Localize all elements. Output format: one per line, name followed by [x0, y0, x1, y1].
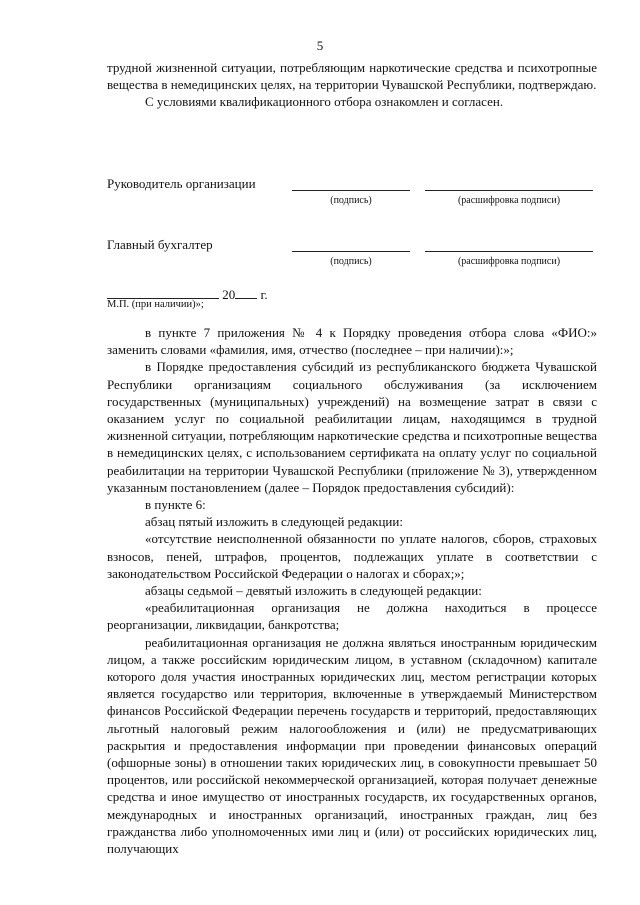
- body-paragraph: «реабилитационная организация не должна находиться в процессе реорганизации, ликвидации, банкротства;: [107, 600, 597, 633]
- signature-line: [292, 190, 410, 191]
- signature-decode-line: [425, 190, 593, 191]
- date-suffix: г.: [260, 287, 268, 302]
- signature-caption: (подпись): [330, 256, 372, 267]
- signature-row-director: [107, 176, 597, 216]
- date-blank: [107, 286, 219, 299]
- date-year: 20: [222, 287, 236, 302]
- signature-line: [292, 251, 410, 252]
- body-paragraph: реабилитационная организация не должна являться иностранным юридическим лицом, а также российским юридическим лицом, в уставном (складочном) капитале которого доля участия иностранных юридических лиц, местом регистрации которых является государство или территория, включенные в утверждаемый Министерством финансов Российской Федерации перечень государств и территорий, предоставляющих льготный налоговый режим налогообложения и (или) не предусматривающих раскрытия и предоставления информации при проведении финансовых операций (офшорные зоны) в отношении таких юридических лиц, в совокупности превышает 50 процентов, или российской некоммерческой организацией, которая получает денежные средства и иное имущество от иностранных государств, их государственных органов, международных и иностранных организаций, иностранных граждан, лиц без гражданства либо уполномоченных ими лиц и (или) от российских юридических лиц, получающих: [107, 634, 597, 857]
- intro-paragraph: трудной жизненной ситуации, потребляющим наркотические средства и психотропные вещества в немедицинских целях, на территории Чувашской Республики, подтверждаю.: [107, 60, 597, 93]
- body-paragraph: абзацы седьмой – девятый изложить в следующей редакции:: [145, 583, 482, 599]
- signature-label: Главный бухгалтер: [107, 237, 213, 252]
- year-blank: [235, 286, 257, 299]
- signature-row-accountant: [107, 237, 597, 277]
- body-block: [107, 324, 597, 857]
- intro-block: [107, 59, 597, 111]
- body-paragraph: в пункте 6:: [145, 497, 206, 513]
- body-paragraph: в пункте 7 приложения № 4 к Порядку проведения отбора слова «ФИО:» заменить словами «фамилия, имя, отчество (последнее – при наличии):»;: [107, 325, 597, 358]
- signature-caption: (подпись): [330, 195, 372, 206]
- body-paragraph: «отсутствие неисполненной обязанности по уплате налогов, сборов, страховых взносов, пеней, штрафов, процентов, подлежащих уплате в соответствии с законодательством Российской Федерации о налогах и сборах;»;: [107, 531, 597, 581]
- body-paragraph: в Порядке предоставления субсидий из республиканского бюджета Чувашской Республики организациям социального обслуживания (за исключением государственных (муниципальных) учреждений) на возмещение затрат в связи с оказанием услуг по социальной реабилитации лицам, находящимся в трудной жизненной ситуации, потребляющим наркотические средства и психотропные вещества в немедицинских целях, с использованием сертификата на оплату услуг по социальной реабилитации на территории Чувашской Республики (приложение № 3), утвержденном указанным постановлением (далее – Порядок предоставления субсидий):: [107, 359, 597, 495]
- body-paragraph: абзац пятый изложить в следующей редакции:: [145, 514, 403, 530]
- page-number: 5: [316, 38, 324, 53]
- signature-decode-caption: (расшифровка подписи): [457, 256, 561, 267]
- signature-label: Руководитель организации: [107, 176, 256, 191]
- signature-decode-caption: (расшифровка подписи): [457, 195, 561, 206]
- stamp-note: М.П. (при наличии)»;: [107, 299, 204, 310]
- agreement-line: С условиями квалификационного отбора ознакомлен и согласен.: [145, 94, 504, 110]
- signature-decode-line: [425, 251, 593, 252]
